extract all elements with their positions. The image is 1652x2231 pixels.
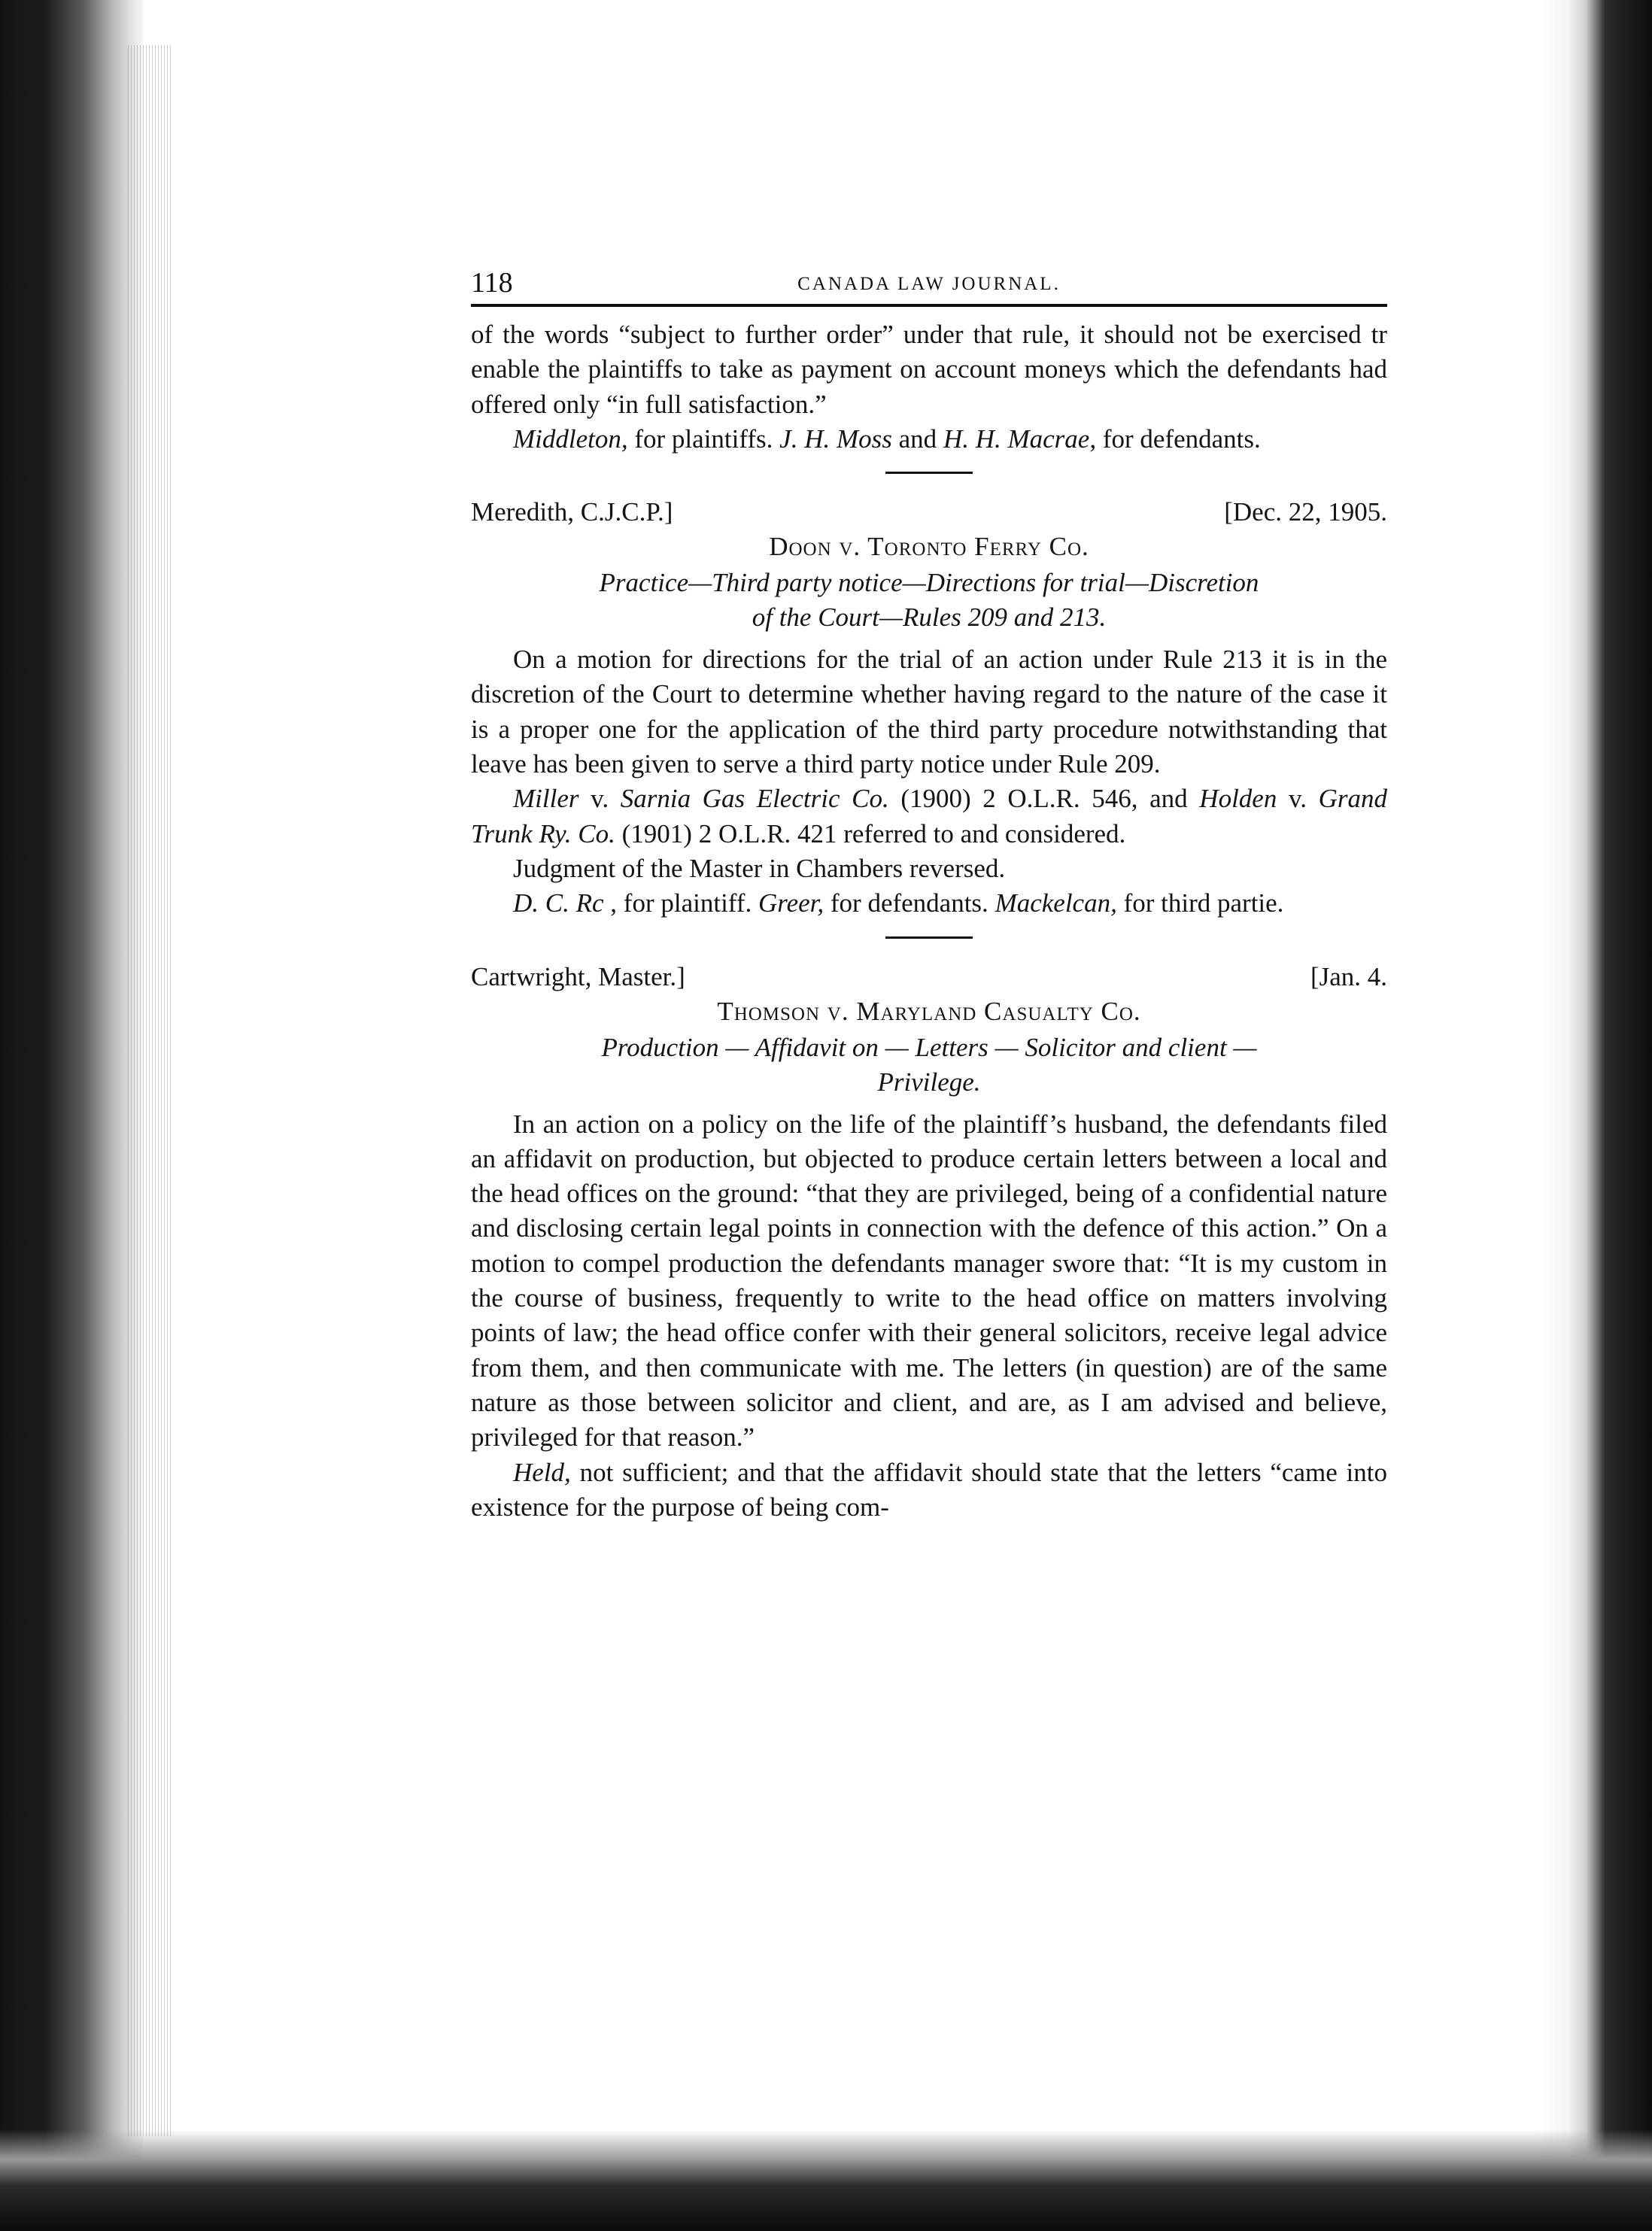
page-header	[471, 266, 1387, 307]
decision-date: [Dec. 22, 1905.	[1224, 497, 1387, 527]
court-line	[471, 960, 1387, 994]
counsel-name: D. C. Rc	[513, 888, 604, 918]
counsel-line	[471, 886, 1387, 921]
page-number: 118	[471, 267, 513, 299]
headnote-line: Privilege.	[877, 1067, 981, 1097]
scan-frame-right	[1539, 0, 1652, 2231]
continuation-paragraph: of the words “subject to further order” under that rule, it should not be exercised tr enable the plaintiffs to take as payment on account moneys which the defendants had offered only “in full satisfaction.”	[471, 320, 1387, 419]
journal-page	[471, 266, 1387, 1906]
counsel-name: Greer,	[758, 888, 824, 918]
headnote-line: of the Court—Rules 209 and 213.	[752, 603, 1107, 633]
judge-name: Meredith, C.J.C.P.]	[471, 497, 673, 527]
citations-paragraph	[471, 782, 1387, 851]
section-divider	[885, 472, 973, 474]
case-citation: Holden	[1199, 784, 1277, 814]
case-paragraph: On a motion for directions for the trial of an action under Rule 213 it is in the discretion of the Court to determine whether having regard to the nature of the case it is a proper one for the application of the third party procedure notwithstanding that leave has been given to serve a third party notice under Rule 209.	[471, 645, 1387, 779]
headnote-line: Production — Affidavit on — Letters — Solicitor and client —	[601, 1032, 1257, 1062]
counsel-role: for plaintiffs.	[627, 423, 780, 454]
scan-frame-left	[0, 0, 143, 2231]
counsel-line	[471, 422, 1387, 457]
running-head: CANADA LAW JOURNAL.	[797, 274, 1061, 294]
report-reference: (1901) 2 O.L.R. 421 referred to and considered.	[615, 818, 1126, 848]
held-paragraph	[471, 1455, 1387, 1525]
case-title: Doon v. Toronto Ferry Co.	[769, 532, 1089, 562]
judgment-line: Judgment of the Master in Chambers reversed.	[513, 853, 1006, 883]
counsel-role: , for plaintiff.	[603, 888, 758, 918]
case-citation: Grand Trunk Ry. Co.	[471, 784, 1387, 848]
report-reference: (1900) 2 O.L.R. 546, and	[888, 784, 1200, 814]
versus: v.	[579, 784, 621, 814]
case-paragraph: In an action on a policy on the life of the plaintiff’s husband, the defendants filed an affidavit on production, but objected to produce certain letters between a local and the head offices on the ground: “that they are privileged, being of a confidential nature and disclosing certain legal points in connection with the defence of this action.” On a motion to compel production the defendants manager swore that: “It is my custom in the course of business, frequently to write to the head office on matters involving points of law; the head office confer with their general solicitors, receive legal advice from them, and then communicate with me. The letters (in question) are of the same nature as those between solicitor and client, and are, as I am advised and believe, privileged for that reason.”	[471, 1109, 1387, 1452]
counsel-name: J. H. Moss	[779, 423, 892, 454]
section-divider	[885, 936, 973, 939]
held-text: not sufficient; and that the affidavit should state that the letters “came into existence for the purpose of being com-	[471, 1457, 1387, 1522]
counsel-name: Mackelcan,	[995, 888, 1117, 918]
counsel-conjunction: and	[891, 423, 943, 454]
court-line	[471, 495, 1387, 530]
case-headnote	[493, 1031, 1365, 1100]
counsel-role: for third partie.	[1116, 888, 1284, 918]
decision-date: [Jan. 4.	[1310, 961, 1387, 991]
book-page-edges	[128, 45, 173, 2136]
headnote-line: Practice—Third party notice—Directions for trial—Discretion	[599, 568, 1259, 598]
counsel-role: for defendants.	[1096, 423, 1261, 454]
case-title: Thomson v. Maryland Casualty Co.	[717, 996, 1141, 1026]
counsel-name: H. H. Macrae,	[943, 423, 1097, 454]
judge-name: Cartwright, Master.]	[471, 961, 685, 991]
held-word: Held,	[513, 1457, 571, 1487]
case-citation: Sarnia Gas Electric Co.	[620, 784, 889, 814]
case-headnote	[493, 566, 1365, 635]
versus: v.	[1277, 784, 1319, 814]
scan-frame-bottom	[0, 2129, 1652, 2231]
counsel-role: for defendants.	[824, 888, 995, 918]
case-citation: Miller	[513, 784, 579, 814]
counsel-name: Middleton,	[513, 423, 628, 454]
